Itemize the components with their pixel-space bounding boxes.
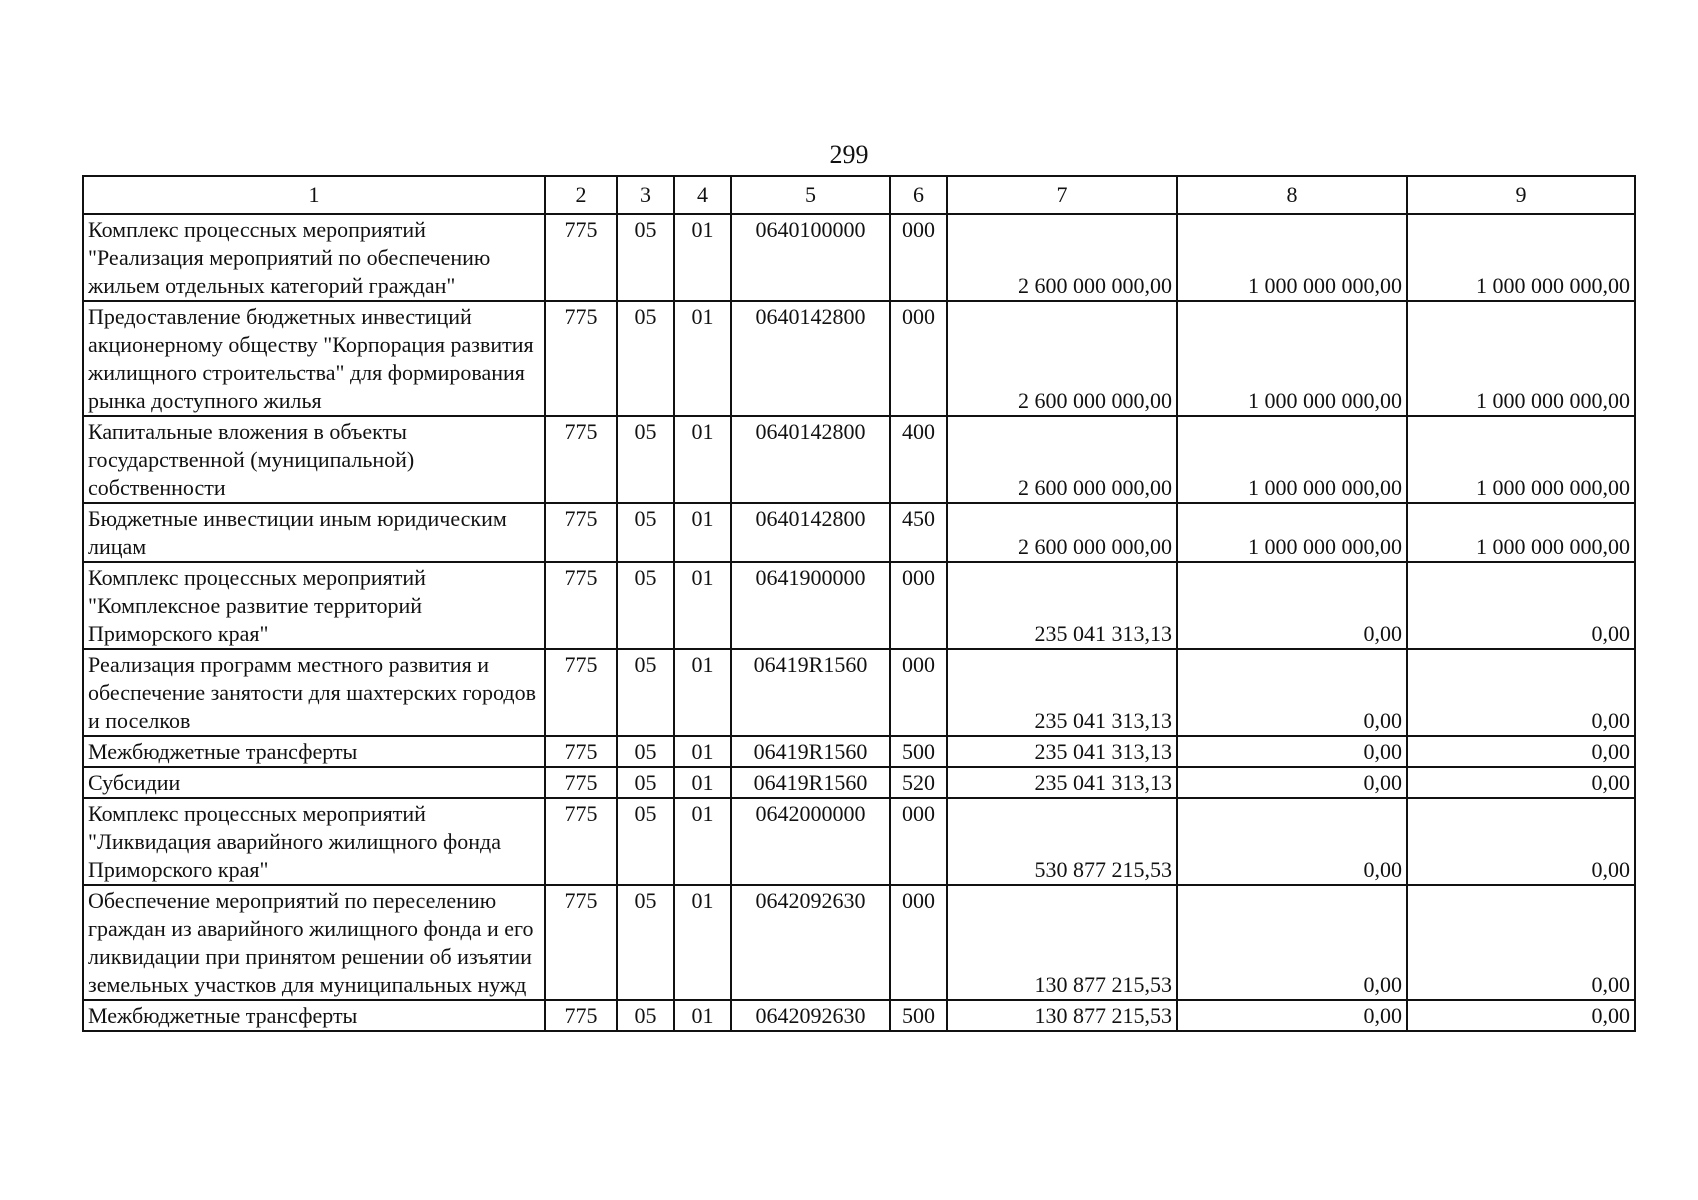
code-subsection: 01 [674,767,731,798]
amount-col9: 0,00 [1407,562,1635,649]
code-subsection: 01 [674,885,731,1000]
amount-col8: 0,00 [1177,562,1407,649]
amount-col7: 235 041 313,13 [947,562,1177,649]
header-cell: 4 [674,176,731,214]
code-gr: 775 [545,301,617,416]
amount-col9: 1 000 000 000,00 [1407,301,1635,416]
code-expense-type: 000 [890,214,947,301]
amount-col9: 1 000 000 000,00 [1407,503,1635,562]
code-expense-type: 000 [890,562,947,649]
code-section: 05 [617,503,674,562]
code-gr: 775 [545,649,617,736]
code-subsection: 01 [674,649,731,736]
table-row [83,649,1635,736]
row-name: Межбюджетные трансферты [83,1000,545,1031]
code-expense-type: 520 [890,767,947,798]
row-name: Комплекс процессных мероприятий "Комплексное развитие территорий Приморского края" [83,562,545,649]
code-gr: 775 [545,416,617,503]
table-row [83,562,1635,649]
code-section: 05 [617,1000,674,1031]
amount-col8: 1 000 000 000,00 [1177,503,1407,562]
code-target: 0641900000 [731,562,890,649]
code-target: 06419R1560 [731,736,890,767]
code-target: 0640142800 [731,416,890,503]
code-subsection: 01 [674,416,731,503]
amount-col8: 0,00 [1177,767,1407,798]
row-name: Комплекс процессных мероприятий "Реализация мероприятий по обеспечению жильем отдельных категорий граждан" [83,214,545,301]
amount-col8: 0,00 [1177,885,1407,1000]
amount-col8: 1 000 000 000,00 [1177,214,1407,301]
code-section: 05 [617,214,674,301]
code-expense-type: 400 [890,416,947,503]
code-target: 06419R1560 [731,649,890,736]
code-target: 0642092630 [731,1000,890,1031]
amount-col7: 2 600 000 000,00 [947,214,1177,301]
row-name: Межбюджетные трансферты [83,736,545,767]
code-section: 05 [617,736,674,767]
table-row [83,1000,1635,1031]
code-subsection: 01 [674,214,731,301]
table-row [83,214,1635,301]
code-gr: 775 [545,503,617,562]
code-gr: 775 [545,798,617,885]
code-section: 05 [617,798,674,885]
code-section: 05 [617,767,674,798]
code-target: 0640100000 [731,214,890,301]
header-cell: 2 [545,176,617,214]
row-name: Обеспечение мероприятий по переселению граждан из аварийного жилищного фонда и его ликвидации при принятом решении об изъятии земельных участков для муниципальных нужд [83,885,545,1000]
code-gr: 775 [545,562,617,649]
code-subsection: 01 [674,503,731,562]
header-cell: 7 [947,176,1177,214]
row-name: Субсидии [83,767,545,798]
code-section: 05 [617,649,674,736]
amount-col7: 130 877 215,53 [947,885,1177,1000]
amount-col8: 0,00 [1177,798,1407,885]
row-name: Капитальные вложения в объекты государственной (муниципальной) собственности [83,416,545,503]
row-name: Предоставление бюджетных инвестиций акционерному обществу "Корпорация развития жилищного строительства" для формирования рынка доступного жилья [83,301,545,416]
table-row [83,798,1635,885]
amount-col7: 235 041 313,13 [947,767,1177,798]
header-cell: 1 [83,176,545,214]
header-cell: 6 [890,176,947,214]
code-expense-type: 500 [890,736,947,767]
amount-col9: 0,00 [1407,1000,1635,1031]
code-expense-type: 000 [890,885,947,1000]
row-name: Комплекс процессных мероприятий "Ликвидация аварийного жилищного фонда Приморского края" [83,798,545,885]
table-row [83,736,1635,767]
code-expense-type: 000 [890,649,947,736]
amount-col7: 235 041 313,13 [947,736,1177,767]
amount-col7: 235 041 313,13 [947,649,1177,736]
header-row [83,176,1635,214]
code-target: 0640142800 [731,301,890,416]
table-row [83,767,1635,798]
code-expense-type: 500 [890,1000,947,1031]
budget-table [82,175,1636,1032]
code-section: 05 [617,416,674,503]
code-subsection: 01 [674,301,731,416]
table-row [83,301,1635,416]
amount-col8: 0,00 [1177,649,1407,736]
amount-col9: 0,00 [1407,798,1635,885]
code-gr: 775 [545,214,617,301]
table-row [83,416,1635,503]
code-expense-type: 450 [890,503,947,562]
header-cell: 5 [731,176,890,214]
code-target: 0642000000 [731,798,890,885]
amount-col9: 0,00 [1407,767,1635,798]
code-subsection: 01 [674,736,731,767]
table-row [83,885,1635,1000]
row-name: Реализация программ местного развития и обеспечение занятости для шахтерских городов и поселков [83,649,545,736]
header-cell: 9 [1407,176,1635,214]
code-section: 05 [617,885,674,1000]
header-cell: 8 [1177,176,1407,214]
code-target: 0642092630 [731,885,890,1000]
amount-col7: 2 600 000 000,00 [947,301,1177,416]
code-target: 06419R1560 [731,767,890,798]
amount-col9: 1 000 000 000,00 [1407,214,1635,301]
amount-col9: 0,00 [1407,649,1635,736]
amount-col8: 1 000 000 000,00 [1177,301,1407,416]
code-subsection: 01 [674,562,731,649]
amount-col8: 0,00 [1177,736,1407,767]
amount-col9: 0,00 [1407,885,1635,1000]
code-subsection: 01 [674,798,731,885]
code-gr: 775 [545,885,617,1000]
table-row [83,503,1635,562]
amount-col9: 0,00 [1407,736,1635,767]
header-cell: 3 [617,176,674,214]
code-section: 05 [617,562,674,649]
amount-col7: 530 877 215,53 [947,798,1177,885]
code-expense-type: 000 [890,301,947,416]
code-expense-type: 000 [890,798,947,885]
page-number: 299 [829,140,869,169]
amount-col8: 1 000 000 000,00 [1177,416,1407,503]
amount-col7: 2 600 000 000,00 [947,503,1177,562]
code-target: 0640142800 [731,503,890,562]
amount-col9: 1 000 000 000,00 [1407,416,1635,503]
code-subsection: 01 [674,1000,731,1031]
code-gr: 775 [545,736,617,767]
code-gr: 775 [545,767,617,798]
amount-col7: 2 600 000 000,00 [947,416,1177,503]
code-gr: 775 [545,1000,617,1031]
code-section: 05 [617,301,674,416]
row-name: Бюджетные инвестиции иным юридическим лицам [83,503,545,562]
amount-col8: 0,00 [1177,1000,1407,1031]
amount-col7: 130 877 215,53 [947,1000,1177,1031]
